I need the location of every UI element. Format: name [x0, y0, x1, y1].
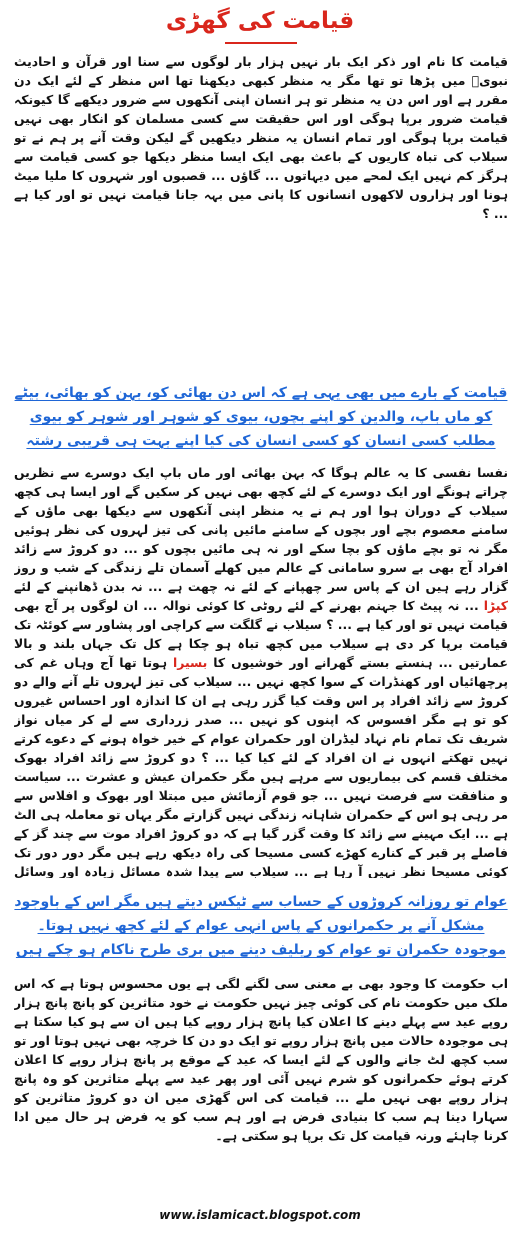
page-title: قیامت کی گھڑی: [165, 8, 355, 34]
paragraph-body: [14, 463, 508, 878]
title-underline: [225, 42, 297, 44]
paragraph-body-lead: نفسا نفسی کا یہ عالم ہوگا کہ بہن بھائی اور ماں باپ ایک دوسرے سے نظریں چراتے ہونگے اور ایک دوسرے کے لئے کچھ بھی نہیں کر سکیں گے اور ایسا ہی کچھ سیلاب کے دوران ہوا اور ہم نے یہ منظر اپنی آنکھوں سے دیکھا بھی ماؤں کے سامنے معصوم بچے اور بچوں کے سامنے مائیں پانی کی تیز لہروں کی نظر ہوئیں مگر نہ تو بچے ماؤں کو بچا سکے اور نہ ہی مائیں بچوں کو ... دو کروڑ سے زائد افراد آج بھی بے سرو سامانی کے عالم میں کھلے آسمان تلے زندگی کے شب و روز گزار رہے ہیں ان کے پاس سر چھپانے کے لئے نہ چھت ہے ... نہ بدن ڈھانپنے کے لئے: [14, 465, 508, 594]
website-url[interactable]: www.islamicact.blogspot.com: [159, 1208, 361, 1222]
paragraph-intro: قیامت کا نام اور ذکر ایک بار نہیں ہزار بار لوگوں سے سنا اور قرآن و احادیث نبویؐ میں پڑھا تو تھا مگر یہ منظر کبھی دیکھنا تھا اس منظر کے لئے ایک دن مقرر ہے اور اس دن یہ منظر تو ہر انسان اپنی آنکھوں سے ضرور دیکھے گا کیونکہ قیامت ضرور برپا ہوگی اور اس حقیقت سے کسی مسلمان کو انکار بھی نہیں قیامت برپا ہوگی اور تمام انسان یہ منظر دیکھیں گے لیکن وقت آنے پر ہم نے تو سیلاب کی تباہ کاریوں کے باعث بھی ایک ایسا منظر دیکھا جو کسی قیامت سے ہرگز کم نہیں ایک لمحے میں دیہاتوں ... گاؤں ... قصبوں اور شہروں کا ملیا میٹ ہونا اور ہزاروں لاکھوں انسانوں کا پانی میں بہہ جانا قیامت نہیں تو اور کیا ہے ... ؟: [14, 54, 508, 221]
paragraph-closing: اب حکومت کا وجود بھی بے معنی سی لگنے لگی ہے یوں محسوس ہوتا ہے کہ اس ملک میں حکومت نام کی کوئی چیز نہیں حکومت نے خود متاثرین کو پانچ پانچ ہزار روپے عید سے پہلے دینے کا اعلان کیا پانچ ہزار روپے کیا ہیں ان سے ہو کیا سکتا ہے ہی موجودہ حالات میں پانچ ہزار روپے تو ایک دو دن کا خرچہ بھی نہیں ہوتا اور تو سب کچھ لٹ جانے والوں کے لئے ایسا کہ عید کے موقع پر پانچ ہزار روپے کا اعلان کرتے ہوئے حکمرانوں کو شرم نہیں آئی اور پھر عید سے پہلے متاثرین کو وہ پانچ ہزار روپے بھی نہیں ملے ... قیامت کی اس گھڑی میں ان دو کروڑ متاثرین کو سہارا دینا ہم سب کا بنیادی فرض ہے اور ہم سب کو یہ فرض ہر حال میں ادا کرنا چاہئے ورنہ قیامت کل تک برپا ہو سکتی ہے۔: [14, 976, 508, 1143]
paragraph-body-mid: ... نہ پیٹ کا جہنم بھرنے کے لئے روٹی کا کوئی نوالہ ... ان لوگوں پر آج بھی قیامت نہیں تو اور کیا ہے ... ؟ سیلاب نے گلگت سے کراچی اور پشاور سے کوئٹہ تک قیامت برپا کر دی ہے سیلاب میں کچھ تباہ ہو چکا ہے کل تک جہاں بلند و بالا عمارتیں ... ہنستے بستے گھرانے اور خوشیوں کا: [14, 598, 508, 670]
word-basera: بسیرا: [173, 655, 208, 670]
highlight-1-text: قیامت کے بارے میں بھی یہی ہے کہ اس دن بھائی کو، بہن کو بھائی، بیٹے کو ماں باپ، والدین کو اپنے بچوں، بیوی کو شوہر اور شوہر کو بیوی مطلب کسی انسان کو کسی انسان کی کیا اپنے بہت ہی قریبی رشتہ: [14, 385, 508, 449]
highlight-2-text: عوام تو روزانہ کروڑوں کے حساب سے ٹیکس دیتے ہیں مگر اس کے باوجود مشکل آنے پر حکمرانوں کے پاس انہی عوام کے لئے کچھ نہیں ہوتا۔ موجودہ حکمران تو عوام کو ریلیف دینے میں بری طرح ناکام ہو چکے ہیں: [14, 894, 508, 958]
highlight-quote-1: [14, 381, 508, 455]
paragraph-body-tail: ہوتا تھا آج وہاں غم کی پرچھائیاں اور کھنڈرات کے سوا کچھ نہیں ... سیلاب کی تیز لہروں تلے آنے والے دو کروڑ سے زائد افراد پر اس وقت کیا گزر رہی ہے ان کا اندازہ اور احساس غیروں کو تو ہے مگر افسوس کہ اپنوں کو نہیں ... صدر زرداری سے لے کر میاں نواز شریف تک تمام نام نہاد لیڈران اور حکمران عوام کے خیر خواہ ہونے کے دعوے کرتے نہیں تھکتے انہوں نے ان افراد کے لئے کیا کیا ... ؟ دو کروڑ سے زائد افراد بھوک مختلف قسم کی بیماریوں سے مرہے ہیں مگر حکمران عیش و عشرت ... سیاست و منافقت سے فرصت نہیں ... جو قوم آزمائش میں مبتلا اور بھوک و افلاس سے مر رہی ہو اس کے حکمران شاہانہ زندگی نہیں گزارتے مگر یہاں تو معاملہ ہی الٹ ہے ... ایک مہینے سے زائد کا وقت گزر گیا ہے کہ دو کروڑ افراد موت سے چند گز کے فاصلے پر قبر کے کنارے کھڑے کسی مسیحا کی راہ دیکھ رہے ہیں مگر دور دور تک کوئی مسیحا نظر نہیں آ رہا ہے ... سیلاب سے پیدا شدہ مسائل زیادہ اور وسائل: [14, 655, 508, 878]
word-kapra: کپڑا: [483, 598, 508, 613]
highlight-quote-2: [14, 890, 508, 964]
